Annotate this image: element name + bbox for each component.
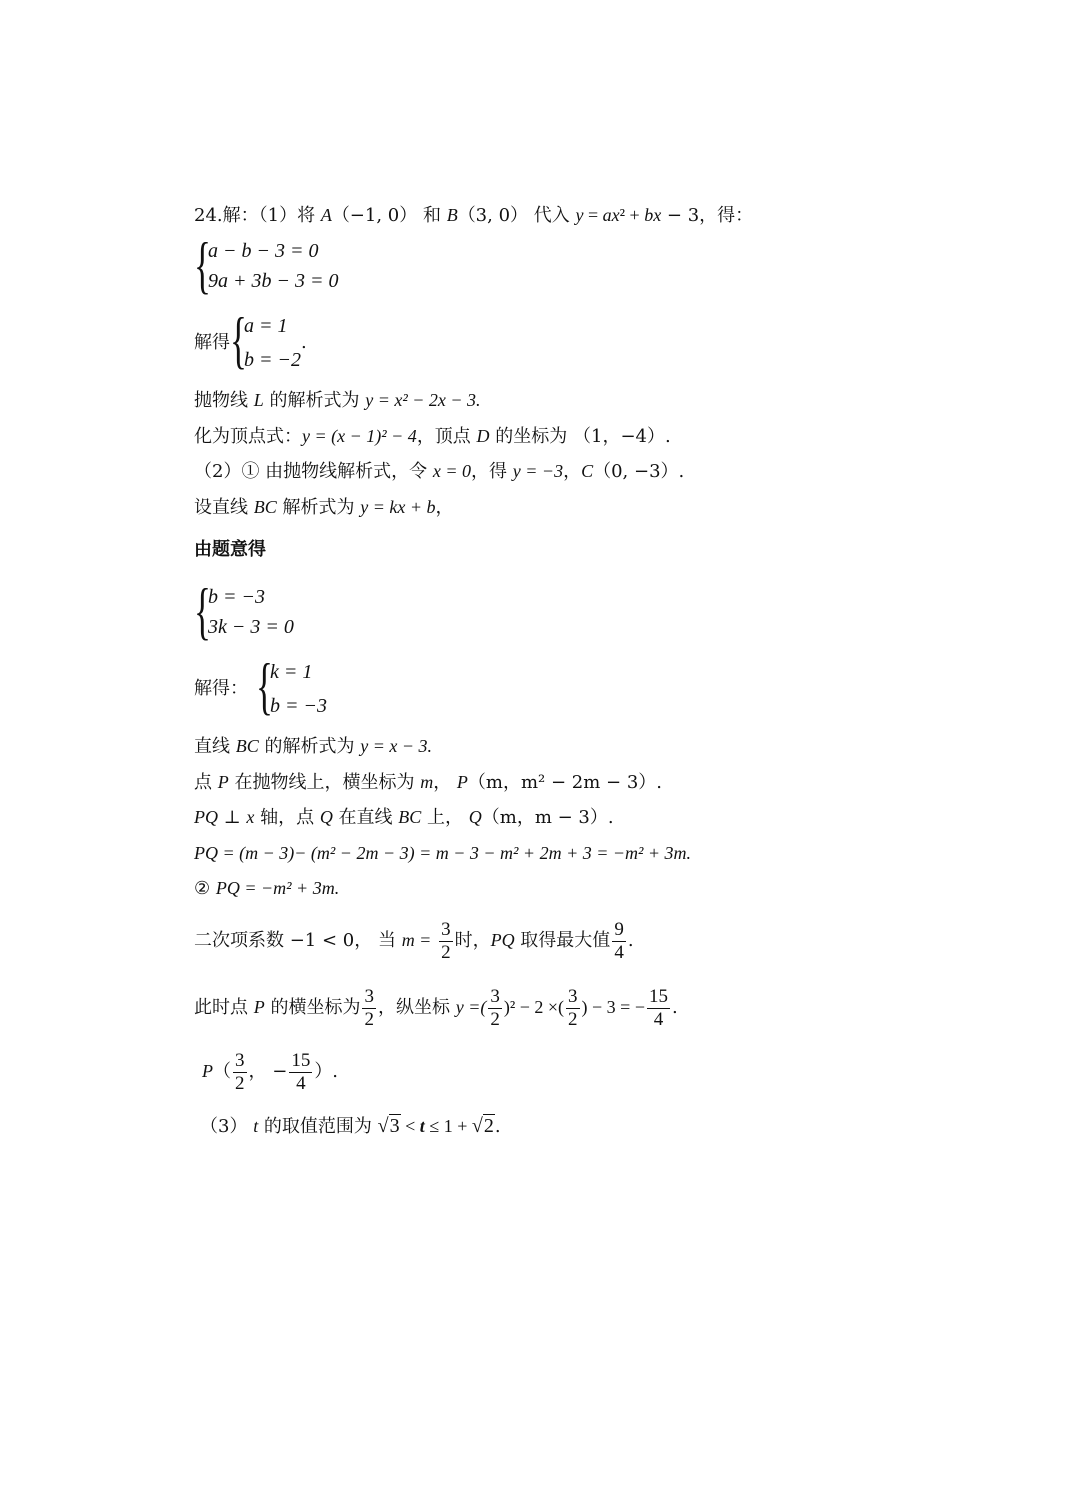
formula: x = 0 [432,461,472,481]
text: 上， [421,807,469,828]
text: 时， [454,930,491,951]
op: < [400,1116,420,1136]
solution-line-6 [194,535,266,565]
numerator: 15 [648,985,668,1007]
formula: )² − 2 ×( [503,997,565,1017]
numerator: 3 [441,918,451,940]
sqrt-expression: √2 [471,1115,494,1137]
solution-line-15 [200,1111,501,1141]
equation-row: a − b − 3 = 0 [208,240,319,262]
brace-icon: { [256,650,273,721]
system-rows [208,236,339,296]
solution-line-2 [194,385,481,415]
system-rows [270,657,327,721]
brace-icon: { [230,304,247,375]
text: 解析式为 [276,497,361,518]
var: bx [644,205,662,225]
text: ，纵坐标 [377,997,456,1018]
formula: y = (x − 1)² − 4 [302,426,417,446]
text: ，得 [471,461,513,482]
solution-line-12 [194,915,634,965]
denominator: 2 [235,1072,245,1094]
var: t [253,1116,259,1136]
var: D [476,426,490,446]
radicand: 3 [389,1115,400,1137]
solution-system-2 [194,650,327,721]
var: P [456,772,468,792]
op: ² + [619,205,645,225]
denominator: 2 [490,1008,500,1030]
equation-system-2 [194,575,294,646]
denominator: 4 [653,1008,664,1030]
formula: y = kx + b [360,497,436,517]
formula: m = [401,930,432,950]
solution-line-10 [194,838,691,868]
system-rows [208,582,294,642]
var: t [419,1116,425,1136]
brace-icon: { [194,229,211,300]
var: PQ [490,930,515,950]
text: 此时点 [194,997,254,1018]
solution-line-4 [194,456,684,486]
solution-system-1 [194,304,307,375]
solution-line-9 [194,802,614,832]
solution-line-1 [194,200,753,230]
text: . [627,930,634,951]
var: Q [468,807,482,827]
text: 在直线 [332,807,399,828]
var: Q [319,807,333,827]
solution-line-11 [194,873,339,903]
numerator: 9 [614,918,624,940]
text: （−1, 0） 和 [331,205,447,226]
var: BC [235,736,259,756]
text: 由题意得 [194,539,266,560]
fraction [439,919,453,964]
text: ， − [248,1061,288,1082]
numerator: 3 [568,985,578,1007]
equation-row: b = −2 [244,349,301,371]
text: ）. [314,1061,339,1082]
formula: y = −3 [512,461,564,481]
formula: y = x² − 2x − 3. [365,390,481,410]
text: （3, 0） 代入 [457,205,576,226]
solution-line-13 [194,982,678,1032]
numerator: 3 [235,1049,245,1071]
brace-icon: { [194,575,211,646]
formula: y =( [455,997,487,1017]
text: . [671,997,678,1018]
op: ≤ 1 + [424,1116,472,1136]
text: 抛物线 [194,390,254,411]
text: 在抛物线上，横坐标为 [228,772,421,793]
sqrt-expression: √3 [377,1115,400,1137]
solution-line-5 [194,492,453,522]
text: 的解析式为 [258,736,361,757]
solution-line-14 [202,1046,338,1096]
var: C [581,461,594,481]
text: ， [433,772,457,793]
fraction [647,986,670,1031]
op: = [583,205,603,225]
formula: PQ = (m − 3)− (m² − 2m − 3) = m − 3 − m² + 2m + 3 = −m² + 3m. [194,843,692,863]
fraction [233,1050,247,1095]
denominator: 2 [441,941,451,963]
fraction [488,986,502,1031]
solution-line-3 [194,421,671,451]
point-a: A [320,205,332,225]
text: 的取值范围为 [258,1116,378,1137]
equation-row: b = −3 [270,695,327,717]
op: ⊥ [218,807,247,828]
text: 取得最大值 [514,930,611,951]
var: P [202,1061,213,1081]
text: 轴，点 [254,807,320,828]
text: 的解析式为 [263,390,366,411]
radicand: 2 [483,1115,494,1137]
equation-row: b = −3 [208,586,265,608]
numerator: 15 [291,1049,311,1071]
text: 设直线 [194,497,254,518]
text: ② [194,878,216,899]
solution-line-8 [194,767,662,797]
text: ， [435,497,454,518]
numerator: 3 [490,985,500,1007]
formula: PQ = −m² + 3m. [215,878,340,898]
fraction [362,986,376,1031]
text: 二次项系数 −1 < 0， 当 [194,930,402,951]
var: y [575,205,584,225]
text: 24.解：（1）将 [194,205,321,226]
period: . [301,332,307,353]
equation-system-1 [194,229,339,300]
text: 点 [194,772,218,793]
text: 的横坐标为 [264,997,361,1018]
text: 化为顶点式： [194,426,302,447]
system-rows [244,311,301,375]
formula: y = x − 3. [360,736,432,756]
fraction [566,986,580,1031]
var: m [420,772,434,792]
equation-row: 9a + 3b − 3 = 0 [208,270,339,292]
text: − 3，得： [661,205,754,226]
text: . [494,1116,501,1137]
fraction [612,919,626,964]
formula: ) − 3 = − [581,997,645,1017]
denominator: 2 [364,1008,374,1030]
var: BC [398,807,422,827]
var: BC [253,497,277,517]
equation-row: k = 1 [270,661,313,683]
label: 解得： [194,678,248,699]
text: （m，m² − 2m − 3）. [467,772,663,793]
var: ax [602,205,620,225]
text: （3） [200,1116,254,1137]
var: P [253,997,265,1017]
equation-row: a = 1 [244,315,288,337]
point-b: B [446,205,458,225]
fraction [289,1050,312,1095]
equation-row: 3k − 3 = 0 [208,616,294,638]
denominator: 4 [296,1072,306,1094]
denominator: 2 [568,1008,578,1030]
text: ，顶点 [416,426,477,447]
text: 的坐标为 （1，−4）. [489,426,671,447]
var: PQ [194,807,218,827]
text: （m，m − 3）. [481,807,614,828]
label: 解得 [194,332,230,353]
text: 直线 [194,736,236,757]
var: x [246,807,255,827]
var: P [217,772,229,792]
text: （0, −3）. [593,461,685,482]
text: （2）① 由抛物线解析式，令 [194,461,433,482]
solution-line-7 [194,731,432,761]
denominator: 4 [614,941,624,963]
text: ， [563,461,582,482]
var: L [253,390,264,410]
text: （ [213,1061,231,1082]
numerator: 3 [364,985,374,1007]
